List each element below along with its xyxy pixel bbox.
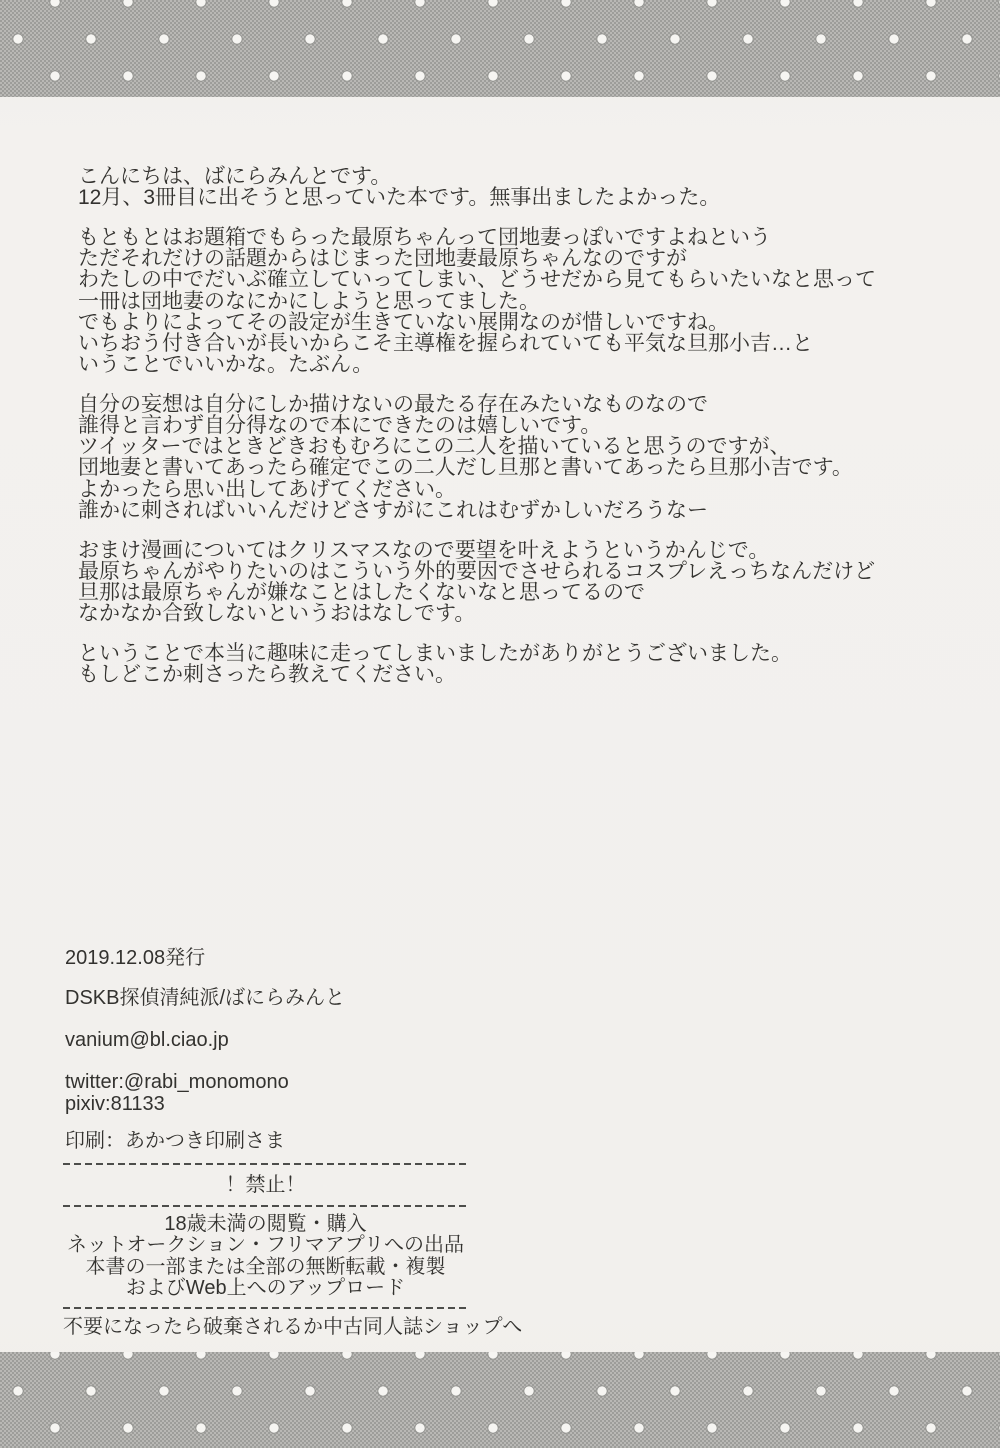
notice-header: ！禁止！ [225, 1174, 306, 1196]
afterword-text [78, 166, 958, 685]
afterword-line: なかなか合致しないというおはなしです。 [78, 602, 476, 626]
afterword-line: 一冊は団地妻のなにかにしようと思ってました。 [78, 289, 540, 313]
circle-name: DSKB探偵清純派/ばにらみんと [65, 987, 346, 1009]
afterword-line: いちおう付き合いが長いからこそ主導権を握られていても平気な旦那小吉…と [78, 331, 813, 355]
notice-item-list [63, 1214, 468, 1299]
afterword-paragraph [78, 643, 958, 685]
afterword-line: 12月、3冊目に出そうと思っていた本です。無事出ましたよかった。 [78, 186, 721, 210]
colophon [65, 947, 565, 1152]
dashed-divider [63, 1205, 468, 1207]
afterword-line: もともとはお題箱でもらった最原ちゃんって団地妻っぽいですよねという [78, 225, 771, 249]
afterword-line: 誰かに刺さればいいんだけどさすがにこれはむずかしいだろうなー [78, 498, 708, 522]
dashed-divider [63, 1163, 468, 1165]
afterword-line: いうことでいいかな。たぶん。 [78, 353, 374, 377]
afterword-line: でもよりによってその設定が生きていない展開なのが惜しいですね。 [78, 310, 729, 334]
contact-email: vanium@bl.ciao.jp [65, 1029, 229, 1051]
pixiv-id: pixiv:81133 [65, 1093, 165, 1115]
notice-item: 18歳未満の閲覧・購入 [164, 1213, 367, 1235]
polka-dot-border-top [0, 0, 1000, 97]
notice-item: ネットオークション・フリマアプリへの出品 [67, 1234, 464, 1257]
afterword-paragraph [78, 394, 958, 521]
afterword-line: 自分の妄想は自分にしか描けないの最たる存在みたいなものなので [78, 392, 708, 416]
afterword-line: 旦那は最原ちゃんが嫌なことはしたくないなと思ってるので [78, 580, 645, 604]
notice-item: 本書の一部または全部の無断転載・複製 [85, 1255, 446, 1278]
publish-date: 2019.12.08発行 [65, 947, 206, 969]
afterword-paragraph [78, 227, 958, 375]
polka-dot-border-bottom [0, 1352, 1000, 1448]
notice-item: およびWeb上へのアップロード [125, 1276, 406, 1299]
afterword-line: おまけ漫画についてはクリスマスなので要望を叶えようというかんじで。 [78, 538, 770, 562]
notice-footer: 不要になったら破棄されるか中古同人誌ショップへ [63, 1316, 523, 1339]
afterword-line: よかったら思い出してあげてください。 [78, 477, 456, 501]
afterword-paragraph [78, 166, 958, 208]
prohibition-notice [63, 1163, 523, 1339]
afterword-line: もしどこか刺さったら教えてください。 [78, 663, 456, 687]
afterword-line: ということで本当に趣味に走ってしまいましたがありがとうございました。 [78, 641, 792, 665]
afterword-line: こんにちは、ばにらみんとです。 [78, 165, 392, 188]
afterword-line: ツイッターではときどきおもむろにこの二人を描いていると思うのですが、 [78, 435, 791, 459]
twitter-handle: twitter:@rabi_monomono [65, 1071, 289, 1093]
afterword-line: 最原ちゃんがやりたいのはこういう外的要因でさせられるコスプレえっちなんだけど [78, 559, 876, 583]
afterword-line: 団地妻と書いてあったら確定でこの二人だし旦那と書いてあったら旦那小吉です。 [78, 456, 853, 480]
afterword-paragraph [78, 540, 958, 625]
dashed-divider [63, 1307, 468, 1309]
afterword-line: わたしの中でだいぶ確立していってしまい、どうせだから見てもらいたいなと思って [78, 268, 876, 292]
afterword-line: 誰得と言わず自分得なので本にできたのは嬉しいです。 [78, 414, 602, 438]
printer-credit: 印刷：あかつき印刷さま [65, 1130, 285, 1152]
afterword-line: ただそれだけの話題からはじまった団地妻最原ちゃんなのですが [78, 247, 687, 271]
